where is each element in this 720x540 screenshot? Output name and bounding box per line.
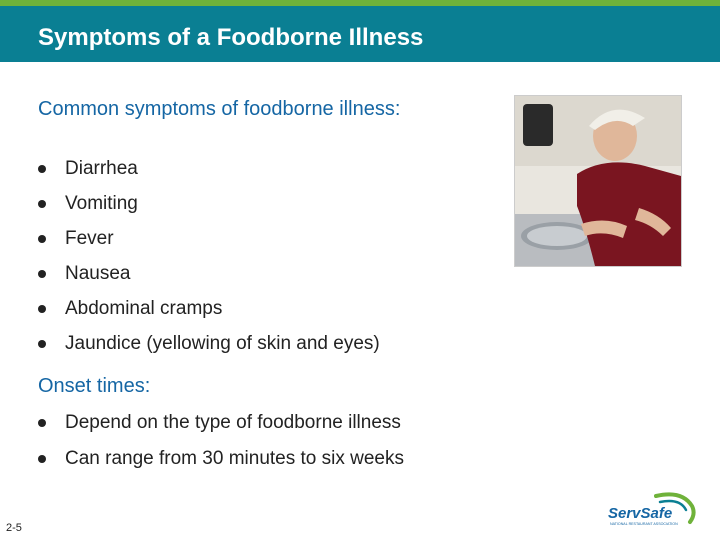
svg-text:ServSafe: ServSafe bbox=[608, 505, 673, 522]
onset-label: Depend on the type of foodborne illness bbox=[65, 412, 401, 433]
symptoms-list bbox=[38, 157, 438, 367]
onset-list bbox=[38, 411, 438, 483]
servsafe-logo-mark bbox=[600, 492, 700, 528]
symptoms-heading: Common symptoms of foodborne illness: bbox=[38, 98, 401, 120]
svg-text:NATIONAL RESTAURANT ASSOCIATIO: NATIONAL RESTAURANT ASSOCIATION bbox=[610, 522, 678, 526]
onset-item bbox=[38, 411, 438, 435]
onset-heading: Onset times: bbox=[38, 375, 151, 397]
slide-title: Symptoms of a Foodborne Illness bbox=[38, 24, 424, 51]
bullet-icon bbox=[38, 305, 46, 313]
onset-label: Can range from 30 minutes to six weeks bbox=[65, 448, 404, 469]
bullet-icon bbox=[38, 270, 46, 278]
title-bar bbox=[0, 6, 720, 62]
bullet-icon bbox=[38, 455, 46, 463]
bullet-icon bbox=[38, 235, 46, 243]
bullet-icon bbox=[38, 165, 46, 173]
symptom-label: Vomiting bbox=[65, 193, 138, 214]
symptom-item bbox=[38, 227, 438, 251]
symptom-label: Diarrhea bbox=[65, 158, 138, 179]
symptom-label: Fever bbox=[65, 228, 114, 249]
page-number: 2-5 bbox=[6, 522, 22, 534]
symptom-item bbox=[38, 297, 438, 321]
symptom-item bbox=[38, 192, 438, 216]
symptom-label: Jaundice (yellowing of skin and eyes) bbox=[65, 333, 380, 354]
sick-worker-photo bbox=[514, 95, 682, 267]
symptom-item bbox=[38, 157, 438, 181]
symptom-item bbox=[38, 262, 438, 286]
symptom-label: Abdominal cramps bbox=[65, 298, 223, 319]
onset-item bbox=[38, 447, 438, 471]
bullet-icon bbox=[38, 340, 46, 348]
servsafe-logo bbox=[600, 492, 700, 528]
symptom-label: Nausea bbox=[65, 263, 131, 284]
symptom-item bbox=[38, 332, 438, 356]
bullet-icon bbox=[38, 200, 46, 208]
photo-illustration bbox=[515, 96, 681, 266]
bullet-icon bbox=[38, 419, 46, 427]
